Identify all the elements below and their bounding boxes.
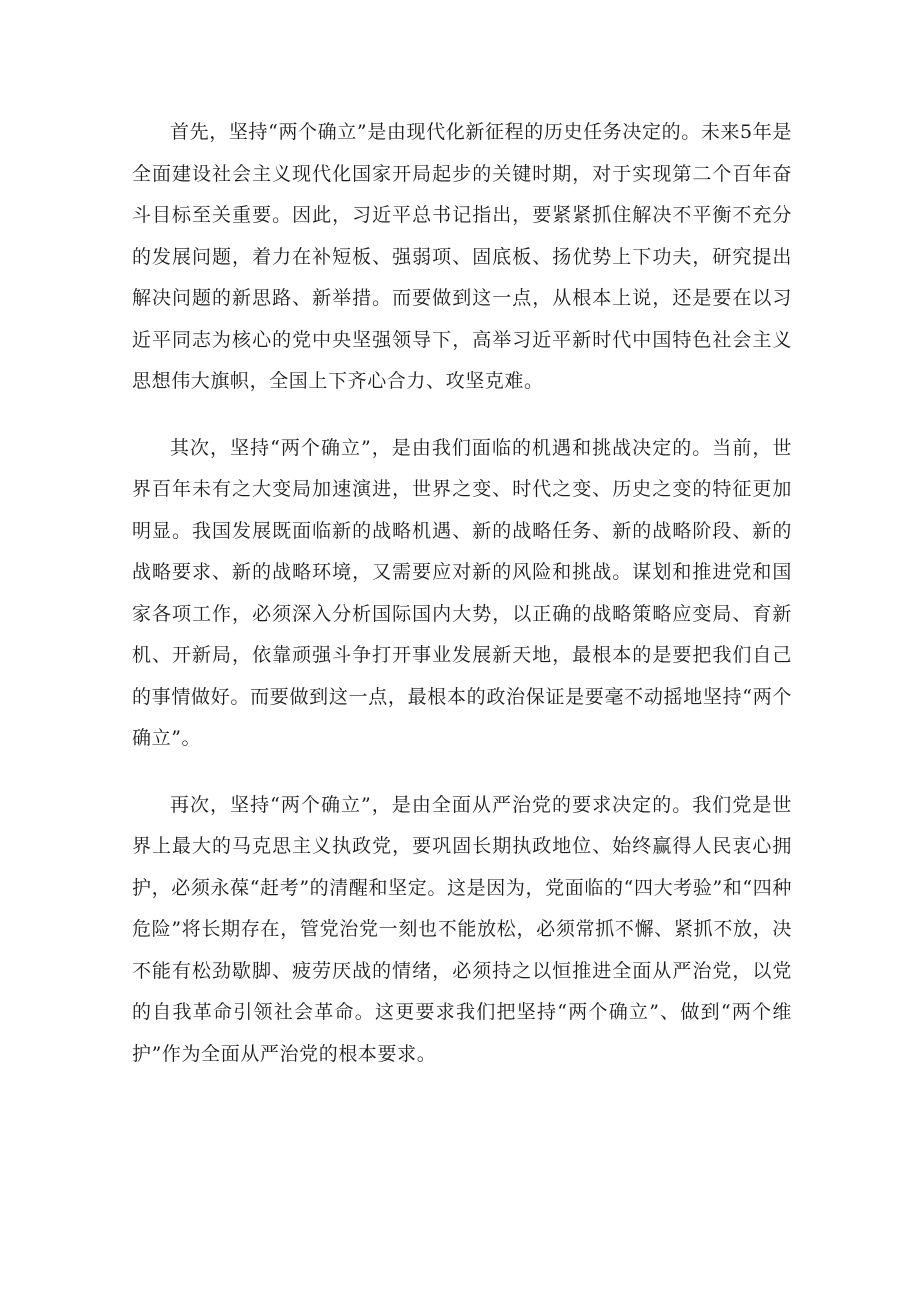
document-body: [132, 112, 792, 1075]
paragraph-first: 首先，坚持“两个确立”是由现代化新征程的历史任务决定的。未来5年是全面建设社会主义现代化国家开局起步的关键时期，对于实现第二个百年奋斗目标至关重要。因此，习近平总书记指出，要紧紧抓住解决不平衡不充分的发展问题，着力在补短板、强弱项、固底板、扬优势上下功夫，研究提出解决问题的新思路、新举措。而要做到这一点，从根本上说，还是要在以习近平同志为核心的党中央坚强领导下，高举习近平新时代中国特色社会主义思想伟大旗帜，全国上下齐心合力、攻坚克难。: [132, 121, 792, 392]
paragraph-second: 其次，坚持“两个确立”，是由我们面临的机遇和挑战决定的。当前，世界百年未有之大变局加速演进，世界之变、时代之变、历史之变的特征更加明显。我国发展既面临新的战略机遇、新的战略任务、新的战略阶段、新的战略要求、新的战略环境，又需要应对新的风险和挑战。谋划和推进党和国家各项工作，必须深入分析国际国内大势，以正确的战略策略应变局、育新机、开新局，依靠顽强斗争打开事业发展新天地，最根本的是要把我们自己的事情做好。而要做到这一点，最根本的政治保证是要毫不动摇地坚持“两个确立”。: [132, 436, 792, 749]
paragraph-third: 再次，坚持“两个确立”，是由全面从严治党的要求决定的。我们党是世界上最大的马克思主义执政党，要巩固长期执政地位、始终赢得人民衷心拥护，必须永葆“赶考”的清醒和坚定。这是因为，党面临的“四大考验”和“四种危险”将长期存在，管党治党一刻也不能放松，必须常抓不懈、紧抓不放，决不能有松劲歇脚、疲劳厌战的情绪，必须持之以恒推进全面从严治党，以党的自我革命引领社会革命。这更要求我们把坚持“两个确立”、做到“两个维护”作为全面从严治党的根本要求。: [132, 793, 792, 1065]
